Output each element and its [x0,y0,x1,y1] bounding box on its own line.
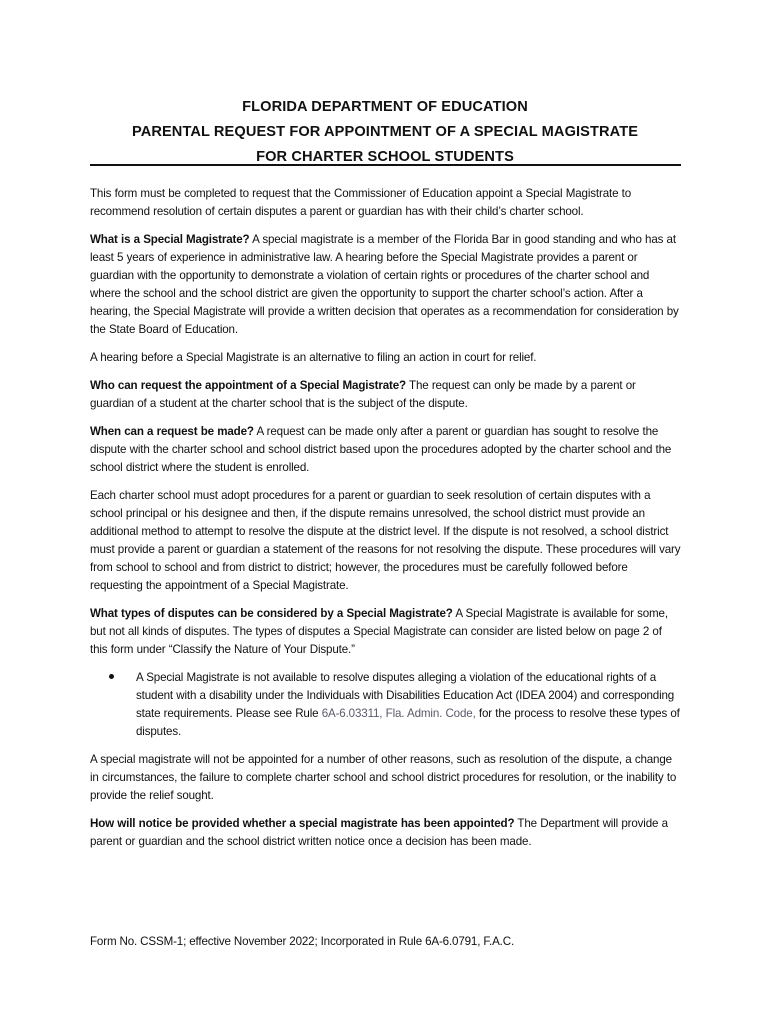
what-types-question: What types of disputes can be considered by a Special Magistrate? [90,607,453,620]
document-header [90,95,680,170]
intro-paragraph: This form must be completed to request that the Commissioner of Education appoint a Special Magistrate to recommend resolution of certain disputes a parent or guardian has with their child’s charter school. [90,187,632,218]
bullet-icon [109,674,114,679]
notice-paragraph [90,815,682,851]
when-can-answer: A request can be made only after a parent or guardian has sought to resolve the dispute with the charter school and school district based upon the procedures adopted by the charter school and the school district where the student is enrolled. [90,425,672,474]
what-is-answer: A special magistrate is a member of the Florida Bar in good standing and who has at least 5 years of experience in administrative law. A hearing before the Special Magistrate provides a parent or guardian with the opportunity to demonstrate a violation of certain rights or procedures of the charter school and where the school and the school district are given the opportunity to support the charter school’s action. After a hearing, the Special Magistrate will provide a written decision that operates as a recommendation for consideration by the State Board of Education. [90,233,679,336]
who-can-paragraph [90,377,682,413]
idea-bullet-item [90,669,682,741]
header-title: PARENTAL REQUEST FOR APPOINTMENT OF A SPECIAL MAGISTRATE [131,124,639,140]
idea-bullet-after: for the process to resolve these types of disputes. [136,707,680,738]
header-divider [90,164,681,166]
what-is-question: What is a Special Magistrate? [90,233,250,246]
idea-bullet-text [136,669,682,741]
rule-link[interactable]: 6A-6.03311, Fla. Admin. Code, [321,707,476,720]
what-types-paragraph [90,605,682,659]
what-is-paragraph [90,231,682,339]
who-can-question: Who can request the appointment of a Special Magistrate? [90,379,406,392]
alternative-paragraph: A hearing before a Special Magistrate is an alternative to filing an action in court for relief. [90,351,537,364]
header-subtitle: FOR CHARTER SCHOOL STUDENTS [256,149,514,165]
document-body [90,185,682,861]
idea-bullet-before: A Special Magistrate is not available to resolve disputes alleging a violation of the educational rights of a student with a disability under the Individuals with Disabilities Education Act (IDEA 2004) and corresponding state requirements. Please see Rule [136,671,675,720]
who-can-answer: The request can only be made by a parent or guardian of a student at the charter school that is the subject of the dispute. [90,379,636,410]
when-can-paragraph [90,423,682,477]
notice-question: How will notice be provided whether a special magistrate has been appointed? [90,817,515,830]
procedures-paragraph: Each charter school must adopt procedures for a parent or guardian to seek resolution of certain disputes with a school principal or his designee and then, if the dispute remains unresolved, the school district must provide an additional method to attempt to resolve the dispute at the district level. If the dispute is not resolved, a school district must provide a parent or guardian a statement of the reasons for not resolving the dispute. These procedures will vary from school to school and from district to district; however, the procedures must be carefully followed before requesting the appointment of a Special Magistrate. [90,489,681,592]
what-types-answer: A Special Magistrate is available for some, but not all kinds of disputes. The types of disputes a Special Magistrate can consider are listed below on page 2 of this form under “Classify the Nature of Your Dispute.” [90,607,668,656]
header-agency: FLORIDA DEPARTMENT OF EDUCATION [242,99,528,115]
not-appointed-paragraph: A special magistrate will not be appointed for a number of other reasons, such as resolution of the dispute, a change in circumstances, the failure to complete charter school and school district procedures for resolution, or the inability to provide the relief sought. [90,753,677,802]
when-can-question: When can a request be made? [90,425,254,438]
notice-answer: The Department will provide a parent or guardian and the school district written notice once a decision has been made. [90,817,668,848]
form-footer: Form No. CSSM-1; effective November 2022; Incorporated in Rule 6A-6.0791, F.A.C. [90,935,515,948]
